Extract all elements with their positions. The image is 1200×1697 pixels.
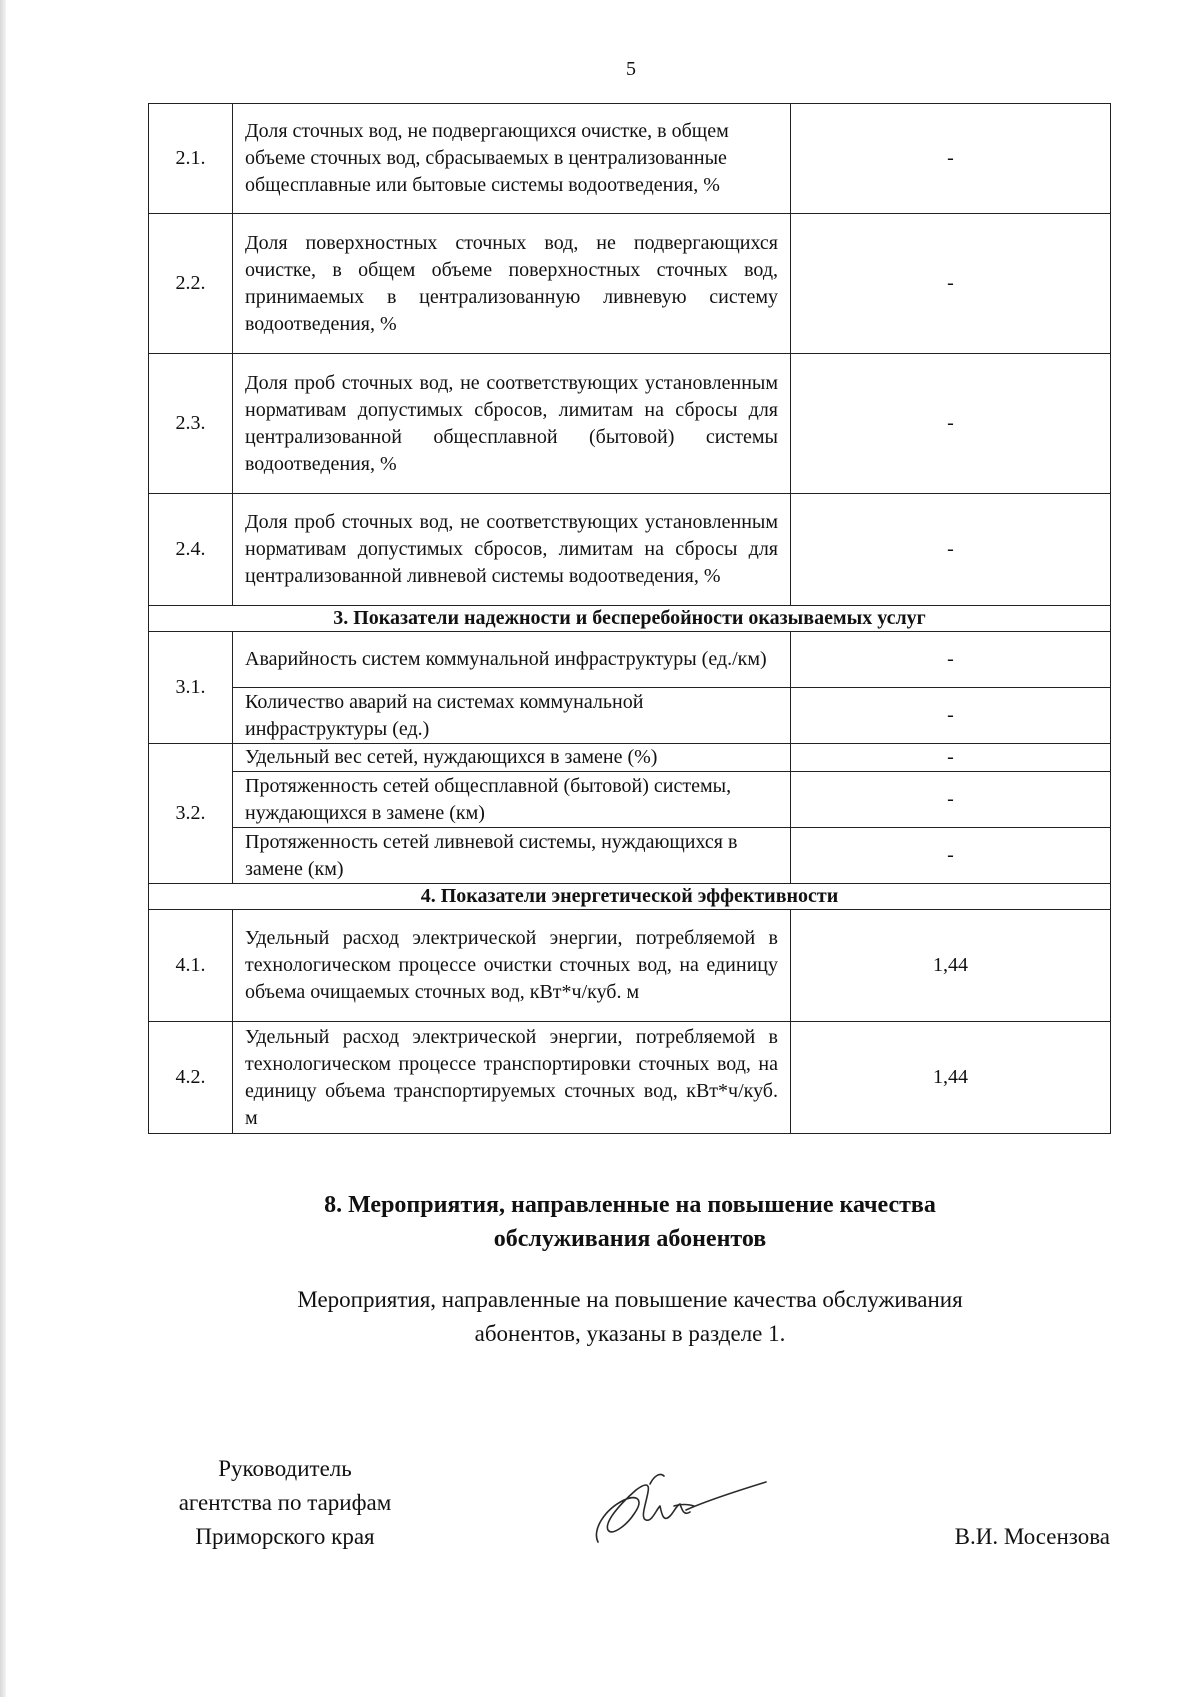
row-number: 2.1. (149, 104, 233, 214)
row-number: 2.4. (149, 494, 233, 606)
indicator-value: - (791, 632, 1111, 688)
indicator-name: Удельный расход электрической энергии, потребляемой в технологическом процессе очистки сточных вод, на единицу объема очищаемых сточных вод, кВт*ч/куб. м (233, 910, 791, 1022)
table-row (149, 688, 1111, 744)
section-4-header: 4. Показатели энергетической эффективности (149, 884, 1111, 910)
indicator-name: Количество аварий на системах коммунальной инфраструктуры (ед.) (233, 688, 791, 744)
section-3-header: 3. Показатели надежности и бесперебойности оказываемых услуг (149, 606, 1111, 632)
indicator-name: Протяженность сетей общесплавной (бытовой) системы, нуждающихся в замене (км) (233, 772, 791, 828)
indicator-value: - (791, 494, 1111, 606)
table-row (149, 104, 1111, 214)
row-number: 3.2. (149, 744, 233, 884)
section-8-text (150, 1283, 1110, 1351)
table-row (149, 1022, 1111, 1134)
indicator-name: Доля поверхностных сточных вод, не подвергающихся очистке, в общем объеме поверхностных сточных вод, принимаемых в централизованную ливневую систему водоотведения, % (233, 214, 791, 354)
signer-position-line: Руководитель (218, 1456, 352, 1481)
table-row (149, 910, 1111, 1022)
indicator-name: Доля проб сточных вод, не соответствующих установленным нормативам допустимых сбросов, лимитам на сбросы для централизованной ливневой системы водоотведения, % (233, 494, 791, 606)
table-row (149, 828, 1111, 884)
indicator-name: Удельный расход электрической энергии, потребляемой в технологическом процессе транспортировки сточных вод, на единицу объема транспортируемых сточных вод, кВт*ч/куб. м (233, 1022, 791, 1134)
indicator-name: Удельный вес сетей, нуждающихся в замене (%) (233, 744, 791, 772)
section-8-text-line: Мероприятия, направленные на повышение качества обслуживания (297, 1287, 963, 1312)
table-row (149, 214, 1111, 354)
table-row (149, 354, 1111, 494)
section-header-row (149, 884, 1111, 910)
row-number: 4.2. (149, 1022, 233, 1134)
section-8-title-line: обслуживания абонентов (493, 1226, 767, 1252)
signer-position-line: агентства по тарифам (178, 1490, 392, 1515)
indicator-name: Доля сточных вод, не подвергающихся очистке, в общем объеме сточных вод, сбрасываемых в централизованные общесплавные или бытовые системы водоотведения, % (233, 104, 791, 214)
indicator-value: - (791, 214, 1111, 354)
indicator-name: Доля проб сточных вод, не соответствующих установленным нормативам допустимых сбросов, лимитам на сбросы для централизованной общесплавной (бытовой) системы водоотведения, % (233, 354, 791, 494)
indicator-name: Аварийность систем коммунальной инфраструктуры (ед./км) (233, 632, 791, 688)
page-number: 5 (626, 58, 636, 80)
indicator-value: - (791, 744, 1111, 772)
signer-position (140, 1452, 430, 1554)
section-8-title-line: 8. Мероприятия, направленные на повышение качества (324, 1192, 936, 1218)
section-8-text-line: абонентов, указаны в разделе 1. (474, 1321, 786, 1346)
table-row (149, 744, 1111, 772)
row-number: 2.2. (149, 214, 233, 354)
table-row (149, 494, 1111, 606)
scan-page-edge (0, 0, 6, 1697)
indicator-value: 1,44 (791, 1022, 1111, 1134)
indicator-value: - (791, 104, 1111, 214)
handwritten-signature (590, 1470, 770, 1550)
indicator-value: 1,44 (791, 910, 1111, 1022)
section-header-row (149, 606, 1111, 632)
signer-name: В.И. Мосензова (954, 1524, 1110, 1549)
indicator-value: - (791, 828, 1111, 884)
table-row (149, 632, 1111, 688)
signer-position-line: Приморского края (195, 1524, 375, 1549)
row-number: 2.3. (149, 354, 233, 494)
indicator-value: - (791, 772, 1111, 828)
table-row (149, 772, 1111, 828)
row-number: 4.1. (149, 910, 233, 1022)
row-number: 3.1. (149, 632, 233, 744)
indicators-table (148, 103, 1111, 1134)
section-8-title (150, 1188, 1110, 1256)
indicator-value: - (791, 354, 1111, 494)
indicator-value: - (791, 688, 1111, 744)
indicator-name: Протяженность сетей ливневой системы, нуждающихся в замене (км) (233, 828, 791, 884)
